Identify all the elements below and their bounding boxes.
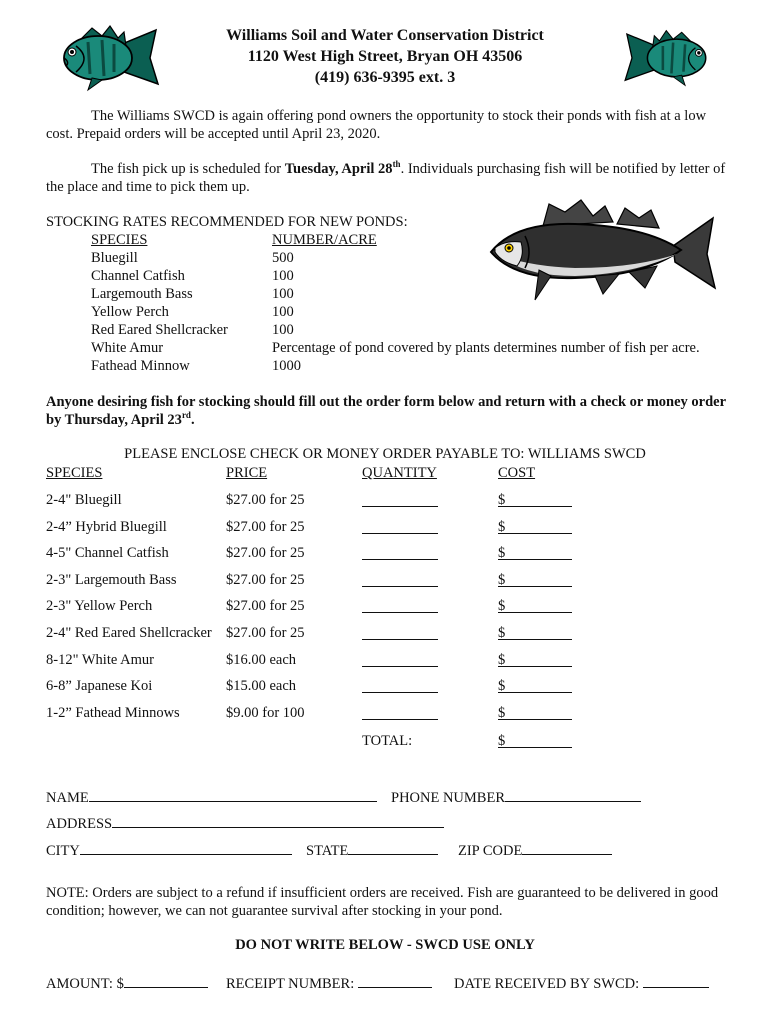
rates-species: Channel Catfish [91,268,185,284]
rates-species: Bluegill [91,250,138,266]
order-price: $15.00 each [226,678,297,695]
order-species: 2-4” Hybrid Bluegill [46,518,167,535]
order-price: $27.00 for 25 [226,571,305,588]
rates-number: 100 [272,286,294,302]
cost-dollar: $ [498,625,506,641]
order-species: 8-12" White Amur [46,651,154,668]
intro-text: The Williams SWCD is again offering pond owners the opportunity to stock their ponds with fish at a low cost. Prepaid orders will be accepted until April 23, 2020. [46,108,707,142]
pickup-before: The fish pick up is scheduled for [91,161,285,177]
rates-species: White Amur [91,340,164,356]
rates-number: 100 [272,322,294,338]
rates-number: 1000 [272,358,301,374]
pickup-date-sup: th [392,159,401,170]
zip-field[interactable] [458,840,612,860]
order-header-species: SPECIES [46,465,103,481]
rates-number: 100 [272,304,294,320]
phone-label: PHONE NUMBER [391,790,505,806]
order-row [46,598,746,618]
receipt-number-field[interactable] [226,973,432,993]
district-name: Williams Soil and Water Conservation District [226,27,544,44]
order-price: $27.00 for 25 [226,545,305,562]
cost-dollar: $ [498,545,506,562]
intro-paragraph [46,107,726,143]
order-row [46,519,746,539]
order-header-row [46,465,746,485]
order-row [46,652,746,672]
phone-field[interactable] [391,787,641,807]
order-header-quantity: QUANTITY [362,465,437,481]
order-notice [46,393,726,429]
total-row [46,733,746,753]
zip-label: ZIP CODE [458,843,523,859]
order-price: $27.00 for 25 [226,598,305,615]
order-species: 2-4" Bluegill [46,492,122,508]
rates-species-header: SPECIES [91,232,148,248]
rates-number: 100 [272,268,294,284]
order-price: $27.00 for 25 [226,492,305,508]
order-header-cost: COST [498,465,536,481]
cod-fish-icon [485,196,717,306]
order-price: $16.00 each [226,651,297,668]
order-species: 2-3" Largemouth Bass [46,571,177,588]
cost-dollar: $ [498,492,506,508]
state-field[interactable] [306,840,438,860]
name-field[interactable] [46,787,377,807]
payable-line: PLEASE ENCLOSE CHECK OR MONEY ORDER PAYABLE TO: WILLIAMS SWCD [124,446,646,462]
amount-label: AMOUNT: $ [46,976,124,992]
order-row [46,492,746,512]
cost-dollar: $ [498,598,506,615]
order-species: 6-8” Japanese Koi [46,678,153,695]
rates-species: Largemouth Bass [91,286,193,302]
order-price: $27.00 for 25 [226,518,305,535]
city-label: CITY [46,843,80,859]
order-price: $27.00 for 25 [226,625,305,641]
order-price: $9.00 for 100 [226,704,305,721]
order-species: 1-2” Fathead Minnows [46,704,180,721]
address-label: ADDRESS [46,816,113,832]
order-species: 2-3" Yellow Perch [46,598,153,615]
order-row [46,545,746,565]
order-notice-sup: rd [181,410,191,421]
refund-note: NOTE: Orders are subject to a refund if insufficient orders are received. Fish are guaranteed to be delivered in good condition; however, we can not guarantee survival after stocking in your pond. [46,885,719,919]
rates-number-header: NUMBER/ACRE [272,232,377,248]
name-label: NAME [46,790,89,806]
rates-species: Yellow Perch [91,304,169,320]
cost-dollar: $ [498,571,506,588]
cost-dollar: $ [498,518,506,535]
order-species: 4-5" Channel Catfish [46,545,169,562]
state-label: STATE [306,843,349,859]
rates-number: Percentage of pond covered by plants determines number of fish per acre. [272,340,700,356]
city-field[interactable] [46,840,292,860]
address-field[interactable] [46,813,444,833]
pickup-date [285,161,401,177]
order-notice-end: . [190,412,195,428]
order-row [46,678,746,698]
date-received-label: DATE RECEIVED BY SWCD: [454,976,640,992]
cost-dollar: $ [498,651,506,668]
rates-title: STOCKING RATES RECOMMENDED FOR NEW PONDS: [46,214,408,230]
order-species: 2-4" Red Eared Shellcracker [46,625,212,641]
receipt-label: RECEIPT NUMBER: [226,976,355,992]
pickup-date-text: Tuesday, April 28 [284,161,393,177]
district-phone: (419) 636-9395 ext. 3 [314,69,456,86]
total-label: TOTAL: [362,733,413,749]
rates-number: 500 [272,250,294,266]
order-row [46,705,746,725]
total-dollar: $ [498,733,506,749]
rates-species: Fathead Minnow [91,358,190,374]
cost-dollar: $ [498,704,506,721]
order-row [46,572,746,592]
rates-species: Red Eared Shellcracker [91,322,228,338]
district-address: 1120 West High Street, Bryan OH 43506 [247,48,523,65]
date-received-field[interactable] [454,973,709,993]
order-notice-text: Anyone desiring fish for stocking should fill out the order form below and return with a check or money order by Thursday, April 23 [46,394,726,428]
cost-dollar: $ [498,678,506,695]
order-header-price: PRICE [226,465,268,481]
order-row [46,625,746,645]
amount-field[interactable] [46,973,208,993]
office-use-heading: DO NOT WRITE BELOW - SWCD USE ONLY [235,937,535,953]
pickup-paragraph [46,160,726,196]
pickup-after: . Individuals purchasing fish will be notified by letter of the place and time to pick them up. [46,161,726,195]
